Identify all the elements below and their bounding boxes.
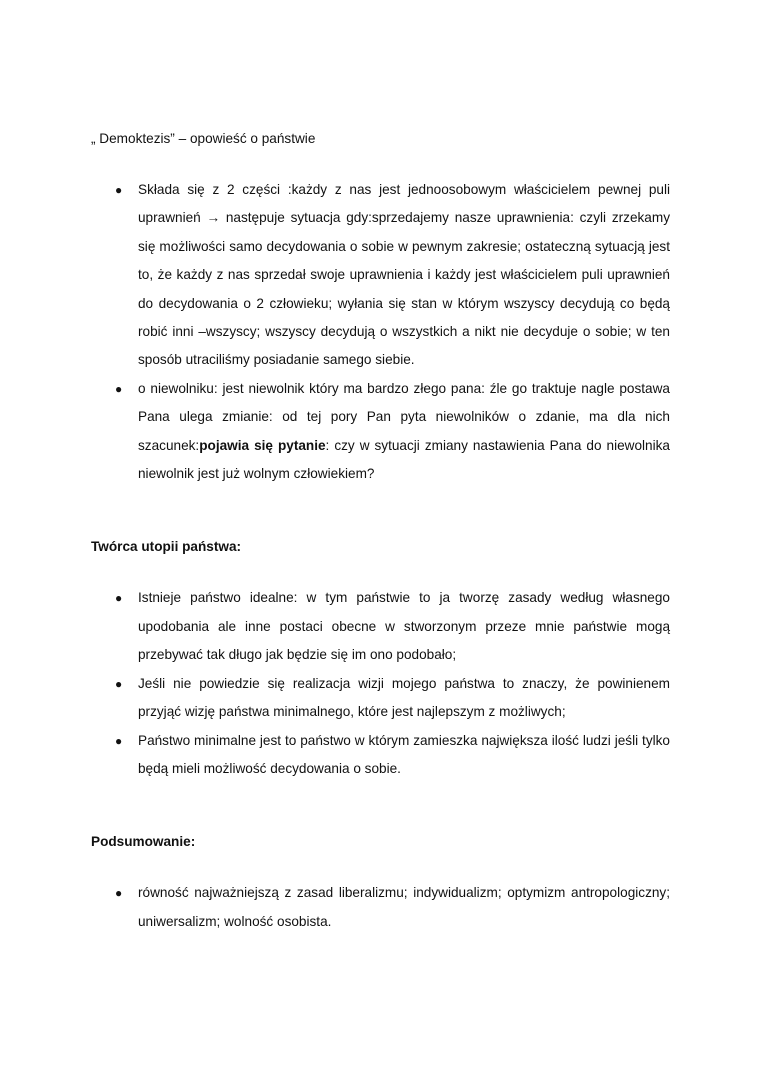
section3-list <box>91 879 670 936</box>
document-title: „ Demoktezis” – opowieść o państwie <box>91 131 316 146</box>
item-text: Państwo minimalne jest to państwo w którym zamieszka największa ilość ludzi jeśli tylko będą mieli możliwość decydowania o sobie. <box>138 732 670 776</box>
item-text: następuje sytuacja gdy:sprzedajemy nasze uprawnienia: czyli zrzekamy się możliwości samo decydowania o sobie w pewnym zakresie; ostateczną sytuacją jest to, że każdy z nas sprzedał swoje uprawnienia i każdy jest właścicielem puli uprawnień do decydowania o 2 człowieku; wyłania się stan w którym wszyscy decydują co będą robić inni –wszyscy; wszyscy decydują o wszystkich a nikt nie decyduje o sobie; w ten sposób utraciliśmy posiadanie samego siebie. <box>138 210 670 368</box>
item-text: Jeśli nie powiedzie się realizacja wizji mojego państwa to znaczy, że powinienem przyjąć wizję państwa minimalnego, które jest najlepszym z możliwych; <box>138 675 670 720</box>
section1-list <box>91 176 670 488</box>
list-item <box>91 176 670 375</box>
bullet-icon: ● <box>115 381 123 396</box>
list-item <box>91 879 670 936</box>
bold-phrase: pojawia się pytanie <box>199 437 326 453</box>
arrow-right-icon: → <box>206 210 221 226</box>
bullet-icon: ● <box>115 591 123 606</box>
list-item <box>91 727 670 784</box>
bullet-icon: ● <box>115 676 123 691</box>
item-text: : czy w sytuacji zmiany nastawienia Pana do niewolnika niewolnik jest już wolnym człowiekiem? <box>138 437 670 482</box>
section-heading: Podsumowanie: <box>91 834 196 850</box>
bullet-icon: ● <box>115 733 123 748</box>
bullet-icon: ● <box>115 886 123 901</box>
list-item <box>91 584 670 669</box>
section-heading: Twórca utopii państwa: <box>91 539 242 555</box>
item-text: Istnieje państwo idealne: w tym państwie to ja tworzę zasady według własnego upodobania ale inne postaci obecne w stworzonym przeze mnie państwie mogą przebywać tak długo jak będzie się im ono podobało; <box>138 590 670 663</box>
list-item <box>91 375 670 489</box>
section2-list <box>91 584 670 783</box>
list-item <box>91 670 670 727</box>
item-text: równość najważniejszą z zasad liberalizmu; indywidualizm; optymizm antropologiczny; uniwersalizm; wolność osobista. <box>138 885 670 929</box>
item-text: Składa się z 2 części :każdy z nas jest jednoosobowym właścicielem pewnej puli uprawnień <box>138 182 670 226</box>
item-text: o niewolniku: jest niewolnik który ma bardzo złego pana: źle go traktuje nagle postawa Pana ulega zmianie: od tej pory Pan pyta niewolników o zdanie, ma dla nich szacunek: <box>138 380 670 453</box>
bullet-icon: ● <box>115 183 123 197</box>
